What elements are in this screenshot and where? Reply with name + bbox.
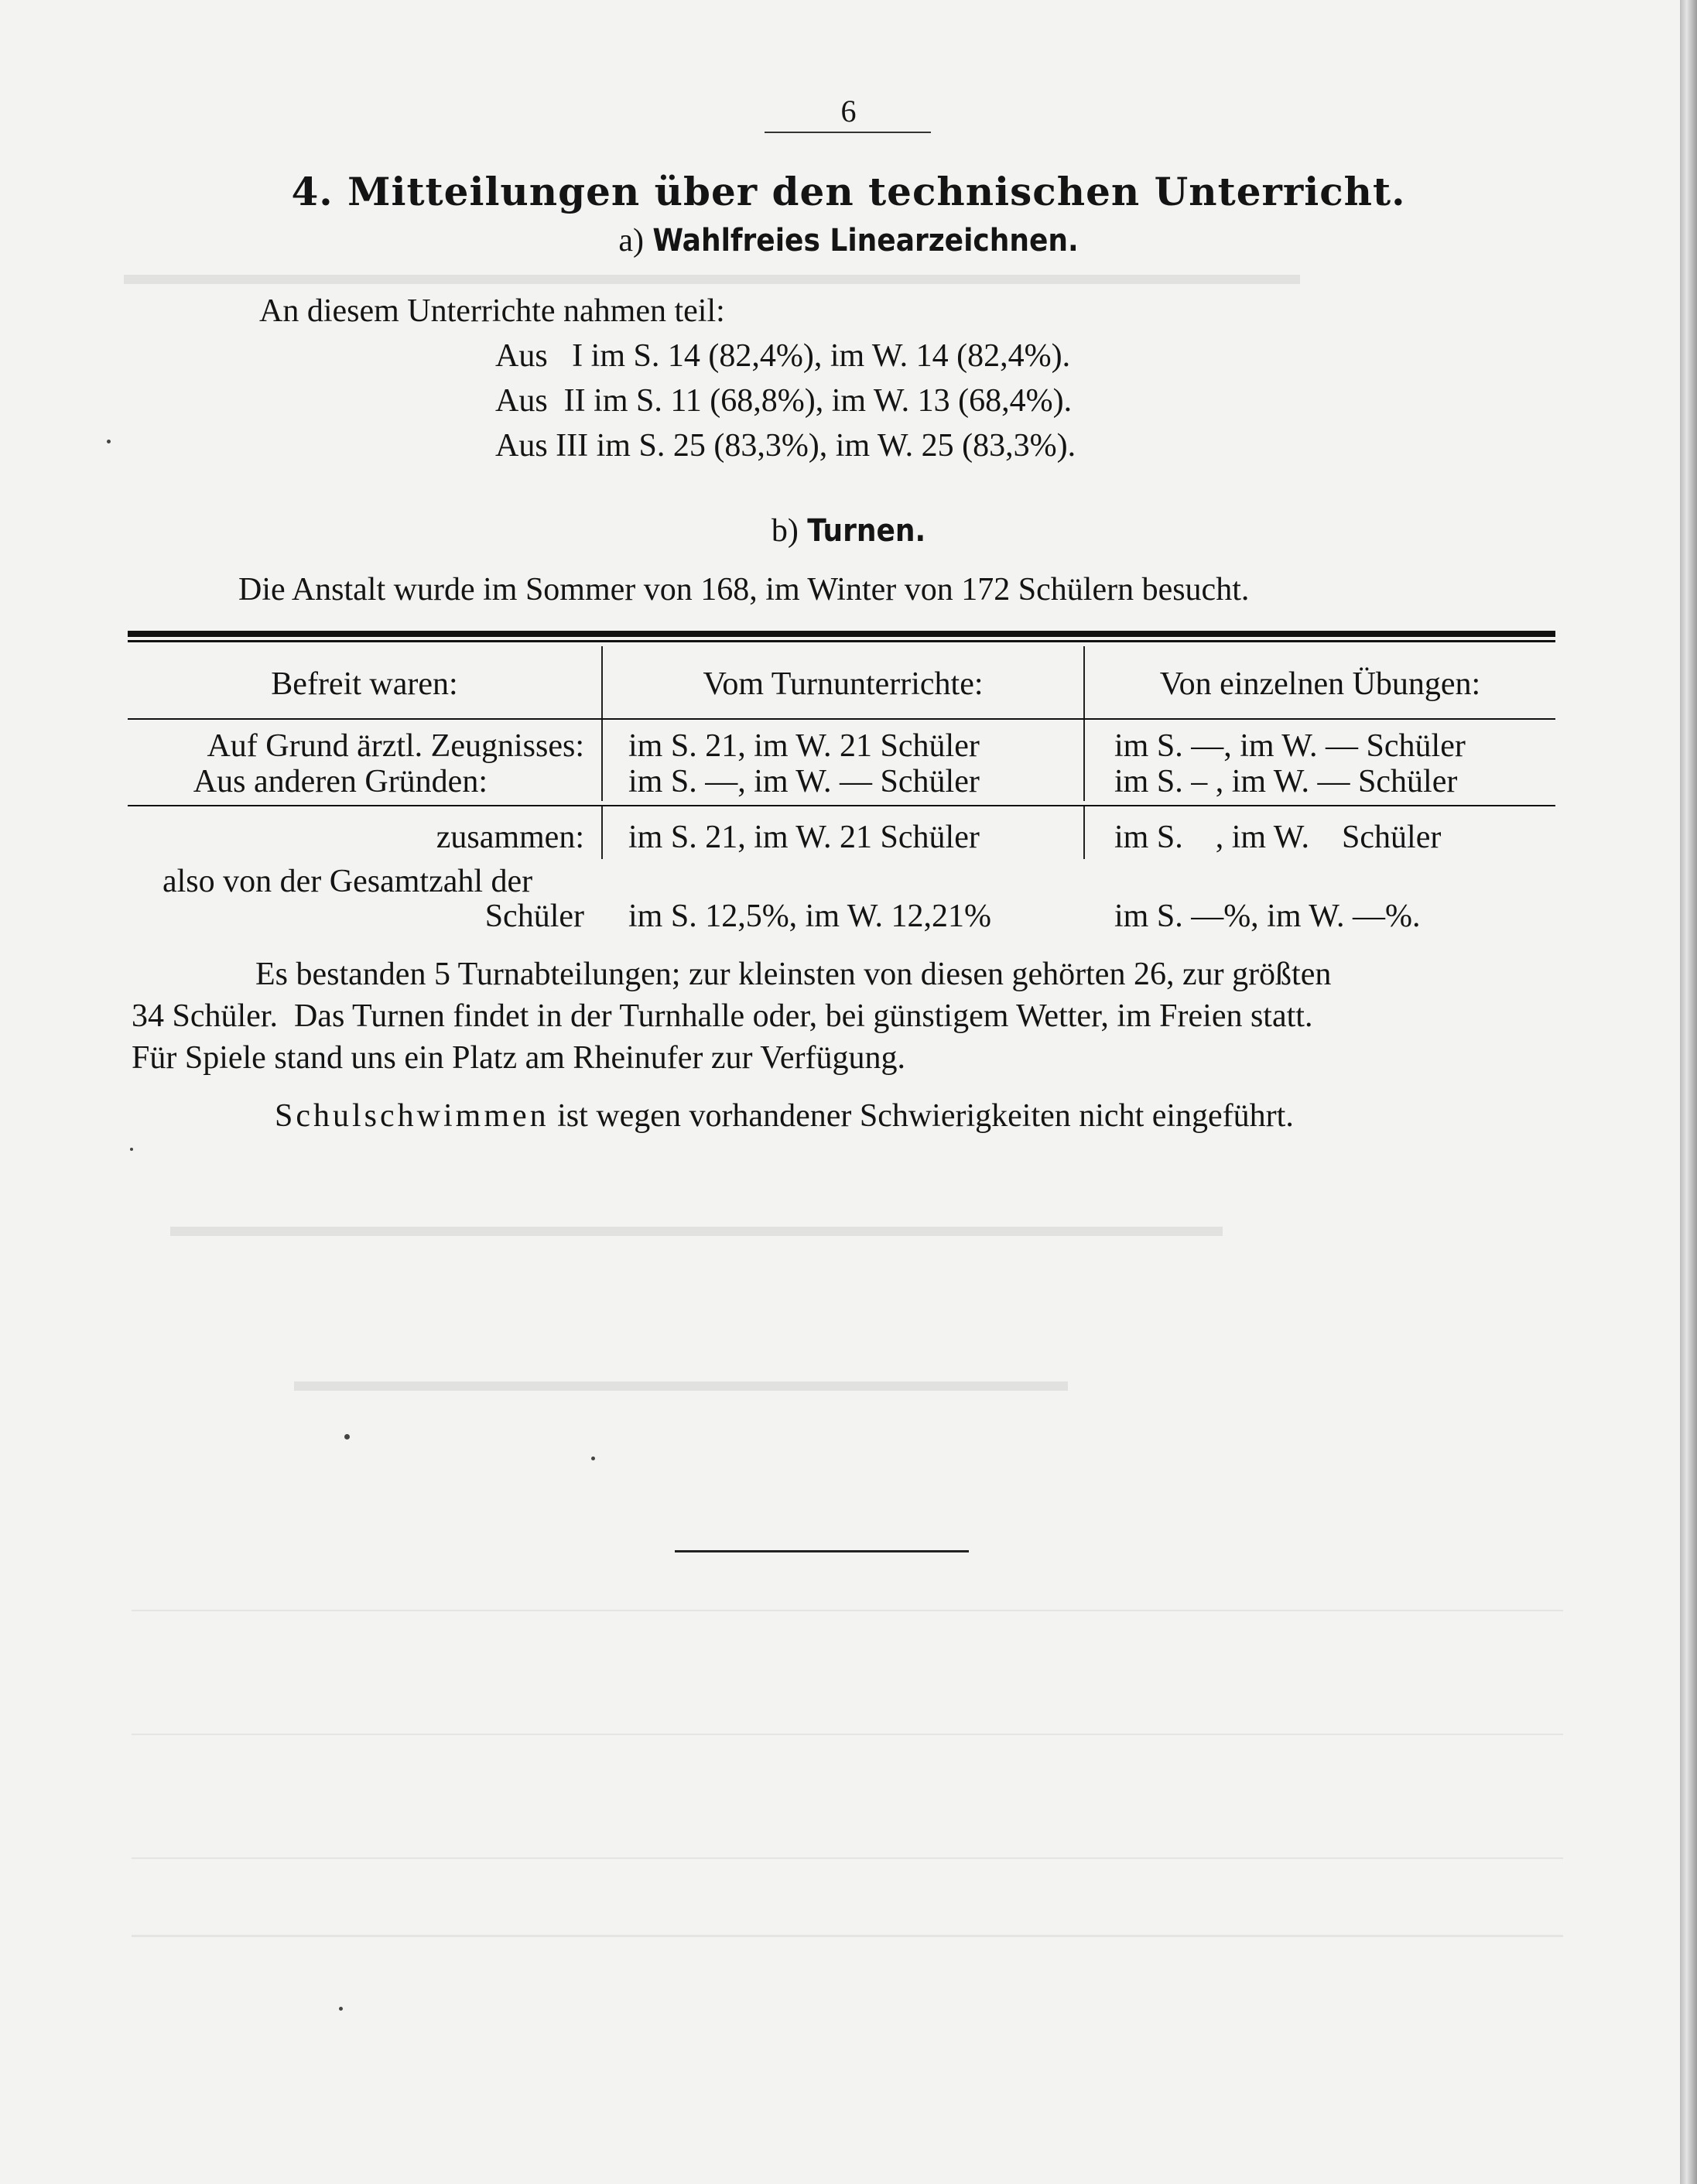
swimming-rest: ist wegen vorhandener Schwierigkeiten nicht eingeführt. bbox=[557, 1098, 1294, 1134]
bleed-through: ▬▬▬▬▬▬▬▬▬▬▬▬▬▬▬▬▬▬▬▬▬▬▬▬▬▬▬▬▬▬▬▬▬▬▬▬▬▬ bbox=[124, 256, 1300, 291]
linearzeichnen-row: Aus III im S. 25 (83,3%), im W. 25 (83,3%). bbox=[495, 428, 1076, 464]
bleed-through-rule bbox=[132, 1857, 1563, 1859]
subsection-title: Turnen. bbox=[807, 513, 926, 549]
page-number-rule bbox=[765, 132, 931, 133]
subsection-label: a) bbox=[618, 223, 644, 258]
subsection-turnen-heading bbox=[0, 512, 1697, 549]
table-row-label: Aus anderen Gründen: bbox=[193, 764, 488, 799]
linearzeichnen-intro: An diesem Unterrichte nahmen teil: bbox=[259, 293, 725, 329]
table-total-label-2: Schüler bbox=[484, 899, 584, 934]
turnen-intro: Die Anstalt wurde im Sommer von 168, im Winter von 172 Schülern besucht. bbox=[238, 572, 1250, 608]
table-cell: im S. 21, im W. 21 Schüler bbox=[628, 728, 980, 764]
scan-speck bbox=[107, 440, 111, 443]
bleed-through-rule bbox=[132, 1734, 1563, 1735]
table-header-rule bbox=[128, 718, 1555, 720]
table-top-rule bbox=[128, 631, 1555, 637]
table-cell: im S. —, im W. — Schüler bbox=[1114, 728, 1466, 764]
linearzeichnen-row: Aus II im S. 11 (68,8%), im W. 13 (68,4%). bbox=[495, 383, 1073, 419]
subsection-linearzeichnen-heading bbox=[0, 222, 1697, 259]
linearzeichnen-row: Aus I im S. 14 (82,4%), im W. 14 (82,4%). bbox=[495, 338, 1071, 374]
table-total-label: also von der Gesamtzahl der bbox=[163, 864, 533, 899]
scan-edge bbox=[1680, 0, 1697, 2184]
table-header-befreit: Befreit waren: bbox=[271, 666, 458, 702]
bleed-through-rule bbox=[132, 1935, 1563, 1937]
table-column-divider bbox=[1083, 805, 1085, 859]
scan-speck bbox=[130, 1148, 133, 1151]
swimming-emphasis: Schulschwimmen bbox=[275, 1098, 549, 1134]
table-header-turnunterricht: Vom Turnunterrichte: bbox=[703, 666, 984, 702]
section-title: 4. Mitteilungen über den technischen Unterricht. bbox=[291, 169, 1406, 214]
table-cell: im S. —, im W. — Schüler bbox=[628, 764, 980, 799]
table-total-col3: im S. —%, im W. —%. bbox=[1114, 899, 1421, 934]
turnen-paragraph-line: Für Spiele stand uns ein Platz am Rheinufer zur Verfügung. bbox=[132, 1040, 906, 1076]
table-cell: im S. , im W. Schüler bbox=[1114, 820, 1442, 855]
table-top-rule-thin bbox=[128, 640, 1555, 642]
table-row-label: zusammen: bbox=[436, 820, 584, 855]
page-number: 6 bbox=[840, 94, 857, 128]
table-cell: im S. 21, im W. 21 Schüler bbox=[628, 820, 980, 855]
table-row-label: Auf Grund ärztl. Zeugnisses: bbox=[207, 728, 584, 764]
end-rule bbox=[675, 1550, 969, 1552]
subsection-title: Wahlfreies Linearzeichnen. bbox=[652, 223, 1079, 258]
swimming-note bbox=[275, 1097, 1294, 1135]
table-body-rule bbox=[128, 805, 1555, 806]
scan-speck bbox=[339, 2007, 343, 2011]
table-total-col2: im S. 12,5%, im W. 12,21% bbox=[628, 899, 992, 934]
scan-speck bbox=[591, 1457, 595, 1460]
bleed-through: ▬▬▬▬▬▬▬▬▬▬▬▬▬▬▬▬▬▬▬▬▬▬▬▬▬ bbox=[294, 1363, 1068, 1398]
table-column-divider bbox=[601, 805, 603, 859]
table-cell: im S. – , im W. — Schüler bbox=[1114, 764, 1458, 799]
table-header-uebungen: Von einzelnen Übungen: bbox=[1159, 666, 1481, 702]
bleed-through: ▬▬▬▬▬▬▬▬▬▬▬▬▬▬▬▬▬▬▬▬▬▬▬▬▬▬▬▬▬▬▬▬▬▬ bbox=[170, 1208, 1223, 1243]
scan-speck bbox=[344, 1434, 350, 1439]
subsection-label: b) bbox=[771, 513, 799, 549]
turnen-paragraph-line: 34 Schüler. Das Turnen findet in der Turnhalle oder, bei günstigem Wetter, im Freien statt. bbox=[132, 998, 1313, 1034]
bleed-through-rule bbox=[132, 1610, 1563, 1611]
turnen-paragraph-line: Es bestanden 5 Turnabteilungen; zur kleinsten von diesen gehörten 26, zur größten bbox=[255, 957, 1332, 992]
